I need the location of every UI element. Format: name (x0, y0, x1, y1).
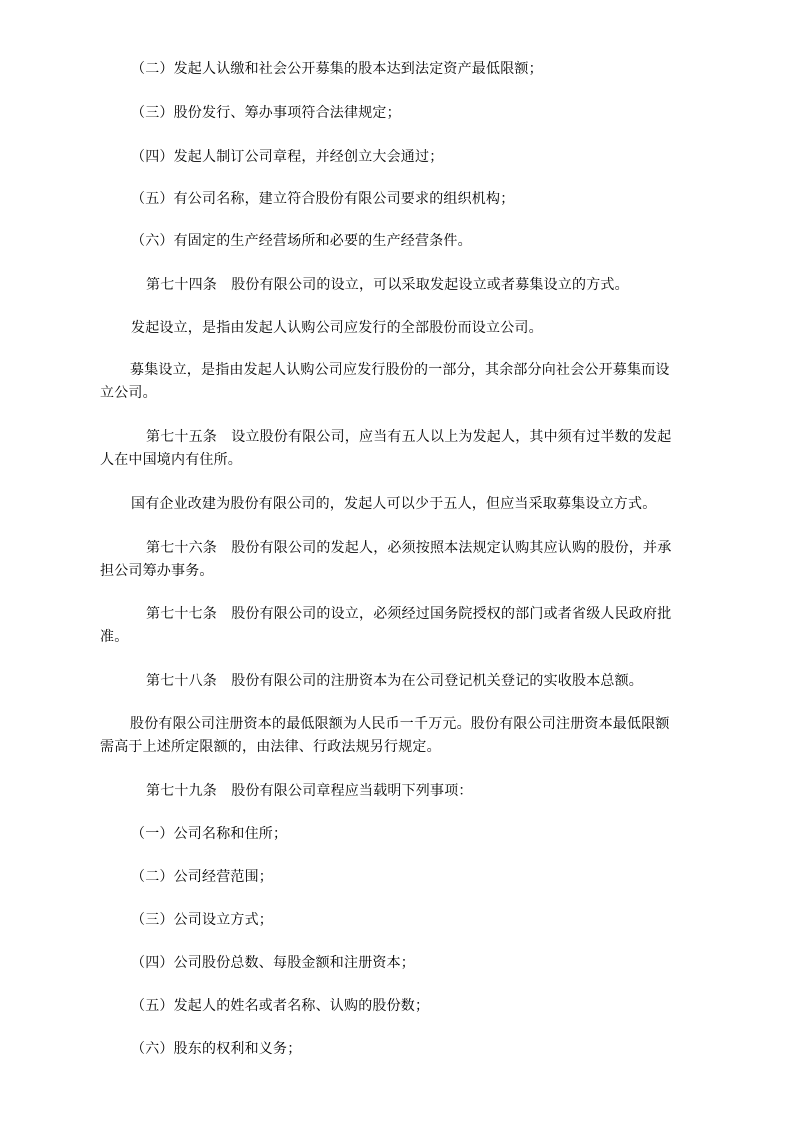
article-heading-line: 第七十六条 股份有限公司的发起人，必须按照本法规定认购其应认购的股份，并承 (146, 540, 672, 556)
text-line: 发起设立，是指由发起人认购公司应发行的全部股份而设立公司。 (131, 320, 543, 336)
text-line: （四）公司股份总数、每股金额和注册资本； (131, 955, 415, 971)
text-line: （五）发起人的姓名或者名称、认购的股份数； (131, 998, 430, 1014)
article-heading-line: 第七十八条 股份有限公司的注册资本为在公司登记机关登记的实收股本总额。 (146, 673, 643, 689)
text-line: （六）有固定的生产经营场所和必要的生产经营条件。 (131, 233, 472, 249)
text-line: 立公司。 (100, 385, 157, 401)
text-line: 国有企业改建为股份有限公司的，发起人可以少于五人，但应当采取募集设立方式。 (131, 496, 657, 512)
article-heading-line: 第七十五条 设立股份有限公司，应当有五人以上为发起人，其中须有过半数的发起 (146, 429, 672, 445)
text-line: （二）发起人认缴和社会公开募集的股本达到法定资产最低限额； (131, 61, 543, 77)
text-line: （六）股东的权利和义务； (131, 1041, 302, 1057)
text-line: （五）有公司名称，建立符合股份有限公司要求的组织机构； (131, 191, 515, 207)
text-line: 人在中国境内有住所。 (100, 452, 242, 468)
text-line: 准。 (100, 629, 129, 645)
text-line: （一）公司名称和住所； (131, 826, 288, 842)
text-line: （四）发起人制订公司章程，并经创立大会通过； (131, 149, 444, 165)
text-line: （二）公司经营范围； (131, 869, 273, 885)
text-line: 募集设立，是指由发起人认购公司应发行股份的一部分，其余部分向社会公开募集而设 (130, 362, 670, 378)
text-line: 需高于上述所定限额的，由法律、行政法规另行规定。 (100, 739, 441, 755)
text-line: 担公司筹办事务。 (100, 563, 214, 579)
text-line: （三）公司设立方式； (131, 912, 273, 928)
article-heading-line: 第七十七条 股份有限公司的设立，必须经过国务院授权的部门或者省级人民政府批 (146, 606, 672, 622)
article-heading-line: 第七十九条 股份有限公司章程应当载明下列事项： (146, 783, 473, 799)
text-line: （三）股份发行、筹办事项符合法律规定； (131, 105, 401, 121)
text-line: 股份有限公司注册资本的最低限额为人民币一千万元。股份有限公司注册资本最低限额 (130, 716, 670, 732)
article-heading-line: 第七十四条 股份有限公司的设立，可以采取发起设立或者募集设立的方式。 (146, 277, 629, 293)
